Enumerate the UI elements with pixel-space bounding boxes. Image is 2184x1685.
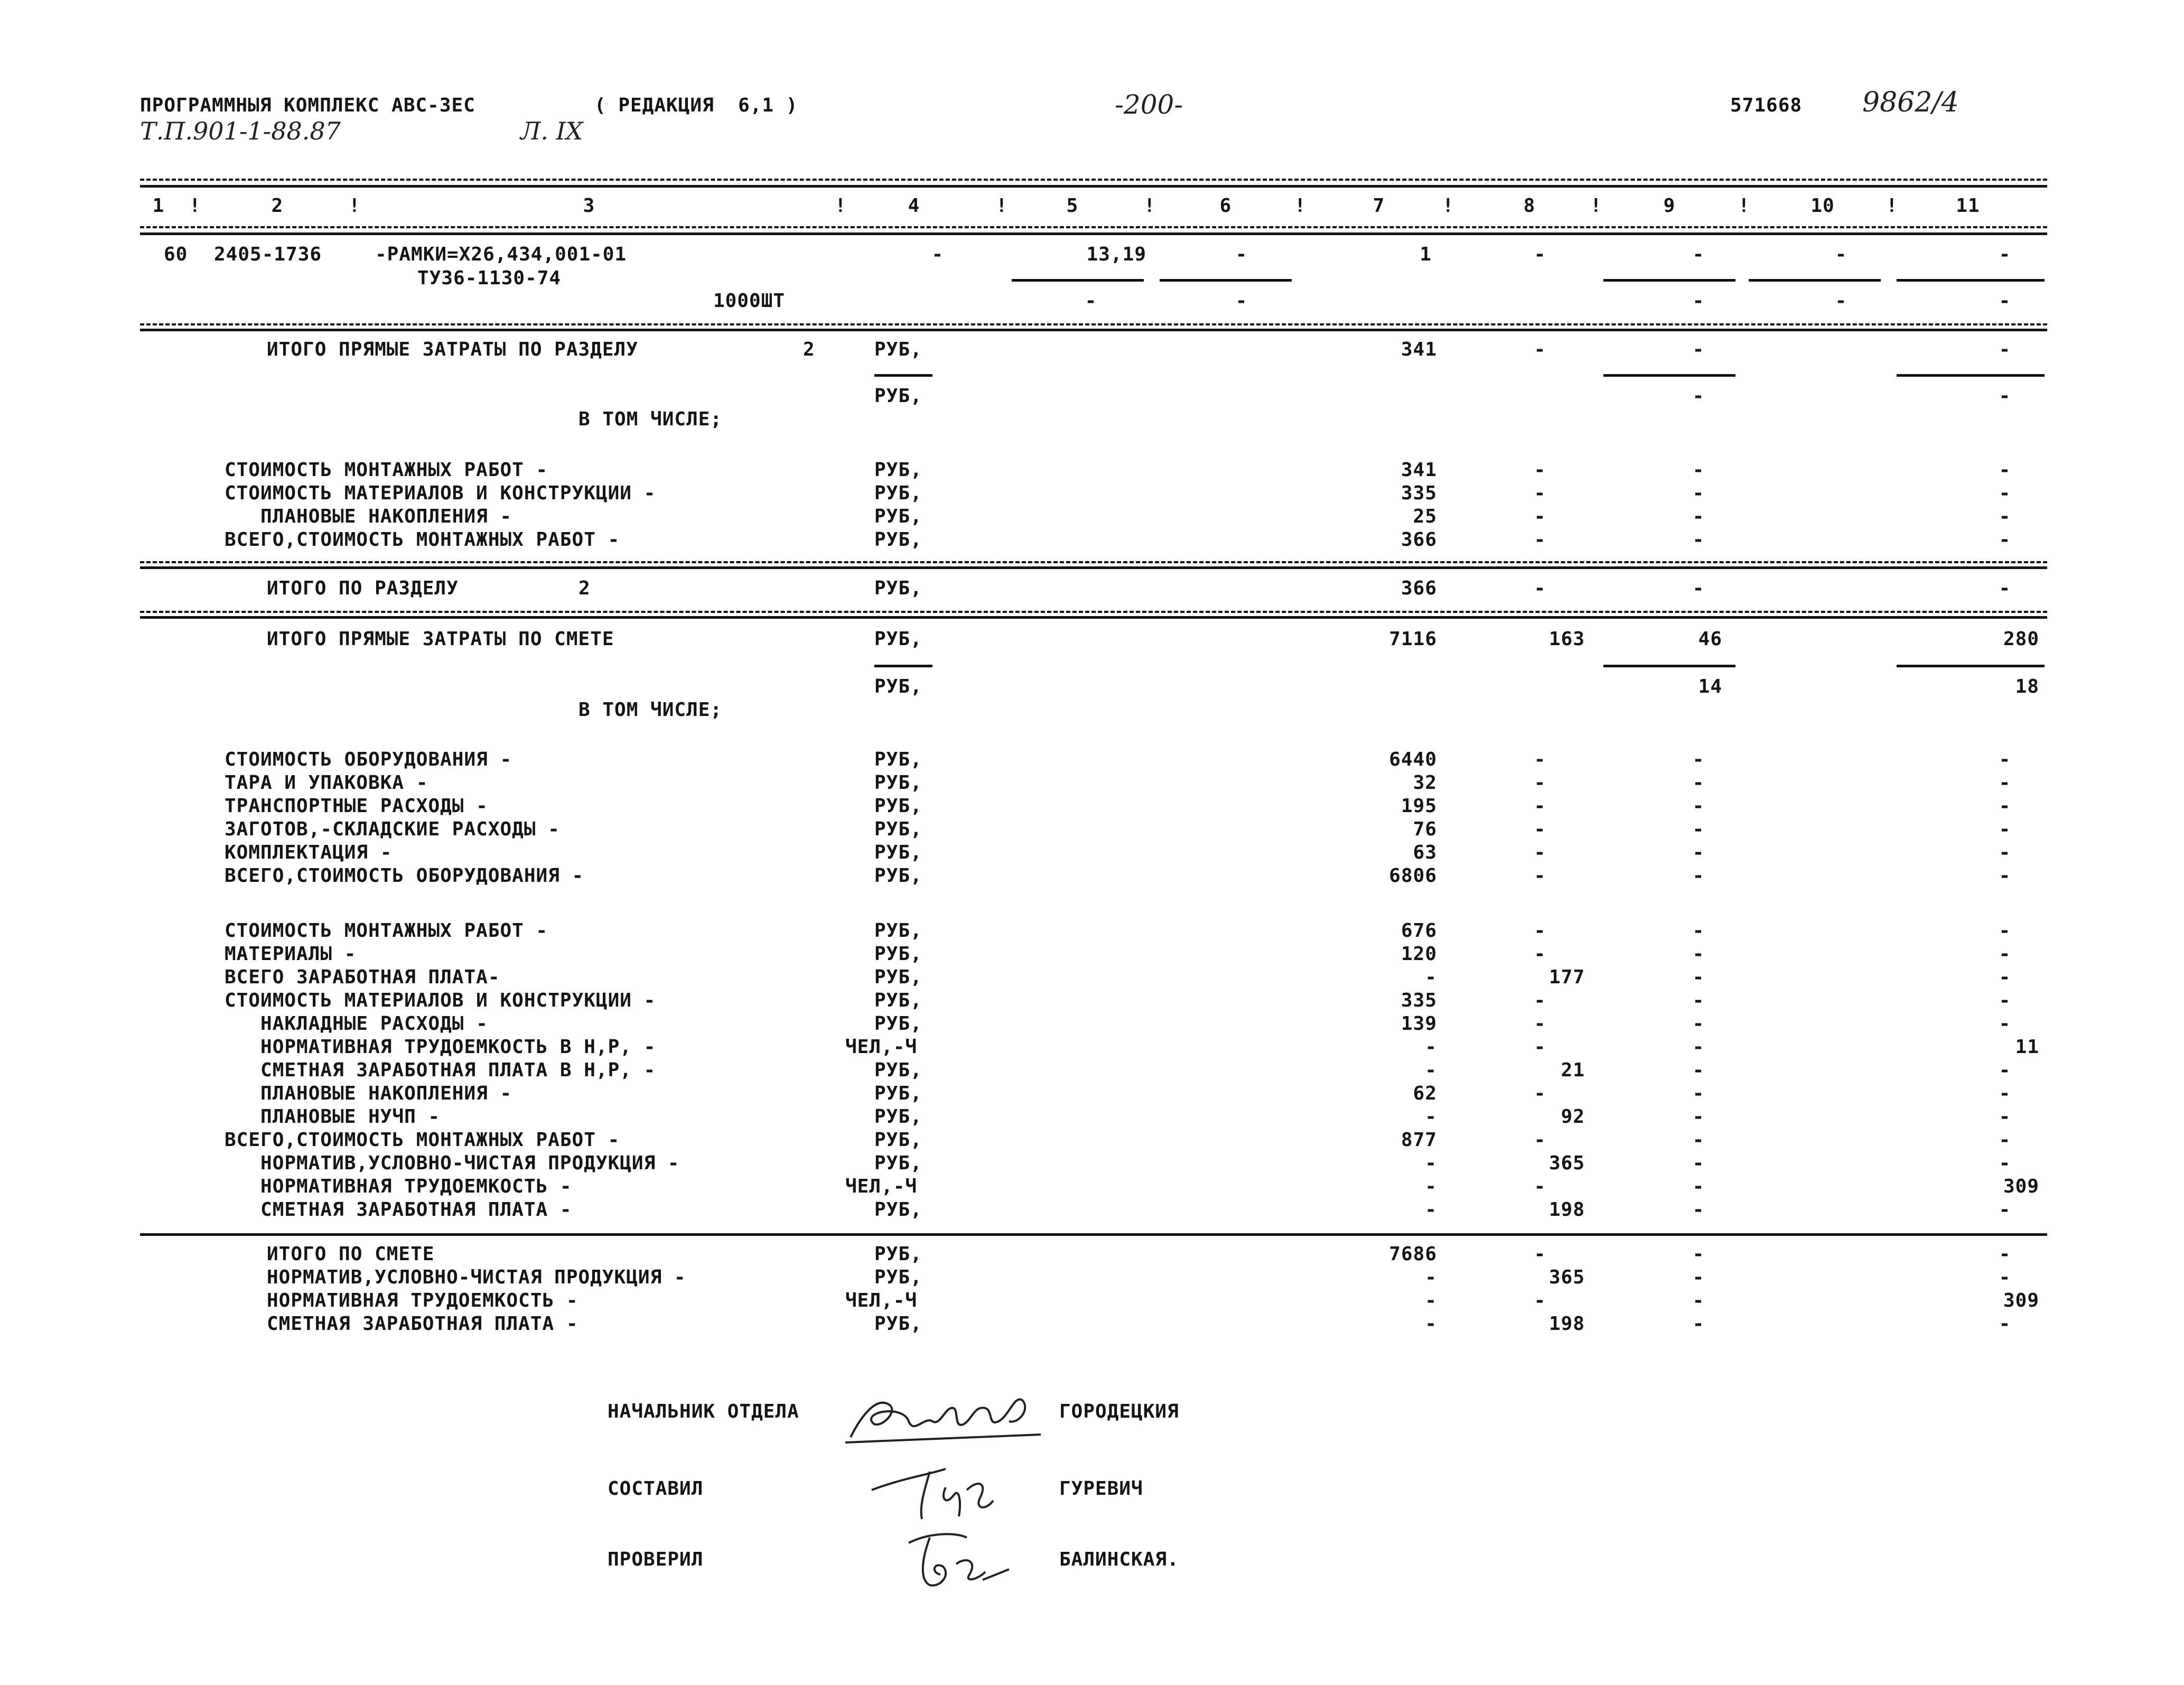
row-c9: - xyxy=(1692,842,1705,863)
row-c8: - xyxy=(1534,482,1546,504)
row-c9: - xyxy=(1692,1267,1705,1288)
row-label: СМЕТНАЯ ЗАРАБОТНАЯ ПЛАТА - xyxy=(267,1313,578,1335)
row-c8: - xyxy=(1534,749,1546,770)
document-number: 9862/4 xyxy=(1862,87,1959,118)
row-c9: - xyxy=(1692,1176,1705,1197)
header-bottom-line xyxy=(140,232,2047,235)
row-c9: - xyxy=(1692,966,1705,988)
row-unit: РУБ, xyxy=(874,795,922,817)
row-c9: - xyxy=(1692,772,1705,794)
row-c7: 335 xyxy=(1401,482,1437,504)
column-separator: ! xyxy=(1590,195,1602,217)
column-separator: ! xyxy=(1442,195,1454,217)
row-label: НОРМАТИВ,УСЛОВНО-ЧИСТАЯ ПРОДУКЦИЯ - xyxy=(267,1267,686,1288)
row-unit: РУБ, xyxy=(874,865,922,887)
item-col11: - xyxy=(1999,244,2011,265)
row-c8: - xyxy=(1534,1243,1546,1265)
row-c7: 877 xyxy=(1401,1129,1437,1151)
column-number: 3 xyxy=(583,195,595,217)
row-unit: РУБ, xyxy=(874,1013,922,1035)
column-number: 5 xyxy=(1066,195,1079,217)
row-c9: - xyxy=(1692,1036,1705,1058)
column-number: 1 xyxy=(152,195,165,217)
row-c8: - xyxy=(1534,795,1546,817)
row-c11: 309 xyxy=(2003,1176,2039,1197)
estimate-direct-c9: 46 xyxy=(1698,628,1722,650)
row-c9: - xyxy=(1692,529,1705,551)
item-col4: - xyxy=(931,244,944,265)
row-label: ВСЕГО,СТОИМОСТЬ МОНТАЖНЫХ РАБОТ - xyxy=(225,1129,620,1151)
item-col5b: - xyxy=(1085,290,1097,312)
row-c8: - xyxy=(1534,529,1546,551)
row-c11: - xyxy=(1999,772,2011,794)
section-direct-unit2: РУБ, xyxy=(874,385,922,407)
row-label: СМЕТНАЯ ЗАРАБОТНАЯ ПЛАТА - xyxy=(225,1199,572,1221)
section-line xyxy=(140,329,2047,331)
section-total-c11: - xyxy=(1999,578,2011,599)
item-col8: - xyxy=(1534,244,1546,265)
row-c8: - xyxy=(1534,506,1546,527)
row-c9: - xyxy=(1692,1129,1705,1151)
item-col11b: - xyxy=(1999,290,2011,312)
item-spec: ТУ36-1130-74 xyxy=(417,267,562,289)
row-c7: 139 xyxy=(1401,1013,1437,1035)
section-direct-c11b: - xyxy=(1999,385,2011,407)
estimate-direct-c9b: 14 xyxy=(1698,676,1722,697)
underline xyxy=(1160,279,1292,282)
row-c11: - xyxy=(1999,1106,2011,1128)
header-bottom-rule xyxy=(140,226,2047,228)
row-c11: - xyxy=(1999,1199,2011,1221)
row-unit: РУБ, xyxy=(874,943,922,965)
row-label: НОРМАТИВНАЯ ТРУДОЕМКОСТЬ - xyxy=(225,1176,572,1197)
column-separator: ! xyxy=(835,195,847,217)
section-total-label: ИТОГО ПО РАЗДЕЛУ xyxy=(267,578,459,599)
row-c9: - xyxy=(1692,1243,1705,1265)
column-separator: ! xyxy=(1886,195,1898,217)
row-c8: - xyxy=(1534,990,1546,1011)
signature-role: НАЧАЛЬНИК ОТДЕЛА xyxy=(608,1401,799,1422)
item-col6b: - xyxy=(1235,290,1248,312)
underline xyxy=(1603,374,1735,377)
row-unit: РУБ, xyxy=(874,506,922,527)
row-c11: 11 xyxy=(2015,1036,2039,1058)
row-c8: - xyxy=(1534,1036,1546,1058)
row-c8: - xyxy=(1534,1013,1546,1035)
row-c9: - xyxy=(1692,943,1705,965)
row-c11: - xyxy=(1999,920,2011,942)
page-number: -200- xyxy=(1115,89,1183,120)
row-unit: РУБ, xyxy=(874,482,922,504)
row-c8: - xyxy=(1534,818,1546,840)
row-label: ПЛАНОВЫЕ НУЧП - xyxy=(225,1106,441,1128)
row-label: СТОИМОСТЬ МАТЕРИАЛОВ И КОНСТРУКЦИИ - xyxy=(225,990,656,1011)
row-label: СТОИМОСТЬ МОНТАЖНЫХ РАБОТ - xyxy=(225,920,548,942)
column-number: 7 xyxy=(1373,195,1385,217)
row-c7: 25 xyxy=(1413,506,1437,527)
section-line xyxy=(140,1233,2047,1236)
row-c11: - xyxy=(1999,943,2011,965)
rule xyxy=(140,611,2047,613)
column-separator: ! xyxy=(996,195,1008,217)
estimate-code: 571668 xyxy=(1730,95,1803,116)
row-c7: 335 xyxy=(1401,990,1437,1011)
row-label: ПЛАНОВЫЕ НАКОПЛЕНИЯ - xyxy=(225,506,512,527)
row-c11: - xyxy=(1999,818,2011,840)
row-c11: - xyxy=(1999,506,2011,527)
row-c11: - xyxy=(1999,865,2011,887)
row-c8: - xyxy=(1534,1176,1546,1197)
row-unit: РУБ, xyxy=(874,1199,922,1221)
row-unit: РУБ, xyxy=(874,1083,922,1104)
row-unit: РУБ, xyxy=(874,920,922,942)
row-label: НОРМАТИВНАЯ ТРУДОЕМКОСТЬ В Н,Р, - xyxy=(225,1036,656,1058)
row-c9: - xyxy=(1692,459,1705,481)
section-total-number: 2 xyxy=(578,578,591,599)
section-direct-label: ИТОГО ПРЯМЫЕ ЗАТРАТЫ ПО РАЗДЕЛУ xyxy=(267,339,638,360)
signature-mark xyxy=(866,1458,1004,1527)
row-c11: - xyxy=(1999,749,2011,770)
row-c8: 92 xyxy=(1561,1106,1585,1128)
row-c7: - xyxy=(1425,1059,1437,1081)
item-col9b: - xyxy=(1692,290,1705,312)
row-c9: - xyxy=(1692,1152,1705,1174)
row-c11: - xyxy=(1999,795,2011,817)
underline xyxy=(1897,279,2045,282)
row-unit: РУБ, xyxy=(874,772,922,794)
row-c7: 7686 xyxy=(1389,1243,1437,1265)
estimate-direct-c11: 280 xyxy=(2003,628,2039,650)
row-c9: - xyxy=(1692,1013,1705,1035)
column-number: 8 xyxy=(1523,195,1536,217)
estimate-including-label: В ТОМ ЧИСЛЕ; xyxy=(578,699,723,721)
row-unit: РУБ, xyxy=(874,966,922,988)
estimate-direct-c11b: 18 xyxy=(2015,676,2039,697)
row-unit: РУБ, xyxy=(874,1059,922,1081)
row-c9: - xyxy=(1692,1199,1705,1221)
row-c7: - xyxy=(1425,1152,1437,1174)
row-label: СТОИМОСТЬ ОБОРУДОВАНИЯ - xyxy=(225,749,512,770)
row-unit: РУБ, xyxy=(874,1313,922,1335)
row-c9: - xyxy=(1692,1106,1705,1128)
row-c8: 198 xyxy=(1548,1313,1585,1335)
row-c9: - xyxy=(1692,1290,1705,1311)
row-c7: - xyxy=(1425,966,1437,988)
row-c9: - xyxy=(1692,795,1705,817)
row-c8: - xyxy=(1534,1290,1546,1311)
underline xyxy=(1603,665,1735,667)
row-c9: - xyxy=(1692,865,1705,887)
row-unit: РУБ, xyxy=(874,842,922,863)
underline xyxy=(1749,279,1881,282)
item-unit: 1000ШТ xyxy=(713,290,786,312)
signature-mark xyxy=(840,1384,1046,1448)
row-c7: 62 xyxy=(1413,1083,1437,1104)
row-c7: 6440 xyxy=(1389,749,1437,770)
row-c8: - xyxy=(1534,842,1546,863)
row-label: МАТЕРИАЛЫ - xyxy=(225,943,357,965)
row-c11: - xyxy=(1999,1267,2011,1288)
row-c7: 63 xyxy=(1413,842,1437,863)
section-line xyxy=(140,566,2047,569)
row-c11: 309 xyxy=(2003,1290,2039,1311)
row-unit: ЧЕЛ,-Ч xyxy=(845,1290,918,1311)
row-c8: 177 xyxy=(1548,966,1585,988)
column-number: 2 xyxy=(271,195,284,217)
row-unit: РУБ, xyxy=(874,818,922,840)
row-label: ВСЕГО ЗАРАБОТНАЯ ПЛАТА- xyxy=(225,966,500,988)
row-c7: - xyxy=(1425,1267,1437,1288)
section-line xyxy=(140,616,2047,619)
column-number: 11 xyxy=(1956,195,1980,217)
row-label: НОРМАТИВ,УСЛОВНО-ЧИСТАЯ ПРОДУКЦИЯ - xyxy=(225,1152,680,1174)
rule xyxy=(140,561,2047,563)
underline xyxy=(1897,665,2045,667)
row-c8: 365 xyxy=(1548,1152,1585,1174)
row-c7: 32 xyxy=(1413,772,1437,794)
row-c7: 366 xyxy=(1401,529,1437,551)
item-number: 60 xyxy=(164,244,188,265)
row-c8: - xyxy=(1534,1129,1546,1151)
item-col10: - xyxy=(1835,244,1847,265)
volume-number: Л. IX xyxy=(520,117,583,145)
row-c11: - xyxy=(1999,1013,2011,1035)
row-c11: - xyxy=(1999,966,2011,988)
item-col10b: - xyxy=(1835,290,1847,312)
row-c8: - xyxy=(1534,943,1546,965)
project-number: Т.П.901-1-88.87 xyxy=(140,117,341,145)
row-unit: ЧЕЛ,-Ч xyxy=(845,1176,918,1197)
row-unit: РУБ, xyxy=(874,990,922,1011)
row-c11: - xyxy=(1999,1313,2011,1335)
row-c11: - xyxy=(1999,529,2011,551)
estimate-direct-unit2: РУБ, xyxy=(874,676,922,697)
program-title: ПРОГРАММНЫЯ КОМПЛЕКС АВС-ЗЕС xyxy=(140,95,475,116)
underline xyxy=(874,374,932,377)
row-label: ТРАНСПОРТНЫЕ РАСХОДЫ - xyxy=(225,795,488,817)
row-c8: 198 xyxy=(1548,1199,1585,1221)
header-top-rule xyxy=(140,179,2047,181)
row-c11: - xyxy=(1999,482,2011,504)
row-c11: - xyxy=(1999,990,2011,1011)
row-label: СМЕТНАЯ ЗАРАБОТНАЯ ПЛАТА В Н,Р, - xyxy=(225,1059,656,1081)
signature-role: СОСТАВИЛ xyxy=(608,1478,704,1500)
row-unit: РУБ, xyxy=(874,529,922,551)
row-label: НАКЛАДНЫЕ РАСХОДЫ - xyxy=(225,1013,488,1035)
row-c7: 341 xyxy=(1401,459,1437,481)
section-direct-c7: 341 xyxy=(1401,339,1437,360)
signature-mark xyxy=(898,1527,1014,1596)
underline xyxy=(874,665,932,667)
row-unit: РУБ, xyxy=(874,1267,922,1288)
row-label: ИТОГО ПО СМЕТЕ xyxy=(267,1243,435,1265)
row-c7: - xyxy=(1425,1036,1437,1058)
estimate-direct-c7: 7116 xyxy=(1389,628,1437,650)
row-c9: - xyxy=(1692,818,1705,840)
row-c11: - xyxy=(1999,842,2011,863)
row-c7: 6806 xyxy=(1389,865,1437,887)
row-c7: - xyxy=(1425,1290,1437,1311)
section-direct-c8: - xyxy=(1534,339,1546,360)
column-separator: ! xyxy=(1144,195,1156,217)
row-c9: - xyxy=(1692,990,1705,1011)
row-unit: РУБ, xyxy=(874,749,922,770)
header-top-line xyxy=(140,185,2047,188)
row-unit: РУБ, xyxy=(874,1129,922,1151)
row-c9: - xyxy=(1692,1059,1705,1081)
row-unit: РУБ, xyxy=(874,1243,922,1265)
column-separator: ! xyxy=(1738,195,1750,217)
row-c7: - xyxy=(1425,1176,1437,1197)
column-separator: ! xyxy=(349,195,361,217)
row-c11: - xyxy=(1999,1059,2011,1081)
section-including-label: В ТОМ ЧИСЛЕ; xyxy=(578,408,723,430)
row-c8: 21 xyxy=(1561,1059,1585,1081)
row-label: ТАРА И УПАКОВКА - xyxy=(225,772,428,794)
item-col5: 13,19 xyxy=(1086,244,1146,265)
signature-name: БАЛИНСКАЯ. xyxy=(1059,1549,1179,1570)
item-col9: - xyxy=(1692,244,1705,265)
column-number: 4 xyxy=(908,195,920,217)
estimate-direct-c8: 163 xyxy=(1548,628,1585,650)
estimate-direct-unit: РУБ, xyxy=(874,628,922,650)
section-direct-c11: - xyxy=(1999,339,2011,360)
edition-label: ( РЕДАКЦИЯ 6,1 ) xyxy=(594,95,798,116)
section-direct-c9: - xyxy=(1692,339,1705,360)
row-c8: - xyxy=(1534,772,1546,794)
underline xyxy=(1012,279,1144,282)
row-label: ВСЕГО,СТОИМОСТЬ ОБОРУДОВАНИЯ - xyxy=(225,865,584,887)
row-c7: - xyxy=(1425,1199,1437,1221)
rule xyxy=(140,323,2047,325)
row-label: КОМПЛЕКТАЦИЯ - xyxy=(225,842,393,863)
row-c11: - xyxy=(1999,1152,2011,1174)
row-c9: - xyxy=(1692,749,1705,770)
row-c7: - xyxy=(1425,1313,1437,1335)
row-label: СТОИМОСТЬ МАТЕРИАЛОВ И КОНСТРУКЦИИ - xyxy=(225,482,656,504)
row-c11: - xyxy=(1999,459,2011,481)
section-total-unit: РУБ, xyxy=(874,578,922,599)
row-c7: 195 xyxy=(1401,795,1437,817)
row-label: НОРМАТИВНАЯ ТРУДОЕМКОСТЬ - xyxy=(267,1290,578,1311)
item-col7: 1 xyxy=(1420,244,1432,265)
row-c11: - xyxy=(1999,1083,2011,1104)
item-col6: - xyxy=(1235,244,1248,265)
underline xyxy=(1603,279,1735,282)
section-total-c9: - xyxy=(1692,578,1705,599)
section-direct-c9b: - xyxy=(1692,385,1705,407)
row-c8: - xyxy=(1534,865,1546,887)
row-c7: 76 xyxy=(1413,818,1437,840)
row-label: СТОИМОСТЬ МОНТАЖНЫХ РАБОТ - xyxy=(225,459,548,481)
row-c7: 676 xyxy=(1401,920,1437,942)
row-c9: - xyxy=(1692,1313,1705,1335)
row-c8: - xyxy=(1534,920,1546,942)
row-c8: - xyxy=(1534,1083,1546,1104)
row-unit: РУБ, xyxy=(874,1106,922,1128)
row-unit: ЧЕЛ,-Ч xyxy=(845,1036,918,1058)
column-number: 9 xyxy=(1663,195,1676,217)
section-total-c8: - xyxy=(1534,578,1546,599)
column-number: 6 xyxy=(1219,195,1232,217)
estimate-direct-label: ИТОГО ПРЯМЫЕ ЗАТРАТЫ ПО СМЕТЕ xyxy=(267,628,614,650)
underline xyxy=(1897,374,2045,377)
row-c8: 365 xyxy=(1548,1267,1585,1288)
row-c8: - xyxy=(1534,459,1546,481)
section-direct-number: 2 xyxy=(803,339,815,360)
row-label: ВСЕГО,СТОИМОСТЬ МОНТАЖНЫХ РАБОТ - xyxy=(225,529,620,551)
row-label: ЗАГОТОВ,-СКЛАДСКИЕ РАСХОДЫ - xyxy=(225,818,560,840)
section-total-c7: 366 xyxy=(1401,578,1437,599)
row-c9: - xyxy=(1692,1083,1705,1104)
row-c9: - xyxy=(1692,920,1705,942)
column-number: 10 xyxy=(1810,195,1835,217)
item-code: 2405-1736 xyxy=(214,244,322,265)
row-unit: РУБ, xyxy=(874,1152,922,1174)
column-separator: ! xyxy=(189,195,201,217)
row-c7: - xyxy=(1425,1106,1437,1128)
row-c9: - xyxy=(1692,482,1705,504)
row-c9: - xyxy=(1692,506,1705,527)
section-direct-unit: РУБ, xyxy=(874,339,922,360)
signature-role: ПРОВЕРИЛ xyxy=(608,1549,704,1570)
row-c11: - xyxy=(1999,1129,2011,1151)
signature-name: ГУРЕВИЧ xyxy=(1059,1478,1143,1500)
row-c11: - xyxy=(1999,1243,2011,1265)
row-c7: 120 xyxy=(1401,943,1437,965)
signature-name: ГОРОДЕЦКИЯ xyxy=(1059,1401,1179,1422)
row-label: ПЛАНОВЫЕ НАКОПЛЕНИЯ - xyxy=(225,1083,512,1104)
item-name: -РАМКИ=Х26,434,001-01 xyxy=(375,244,627,265)
row-unit: РУБ, xyxy=(874,459,922,481)
column-separator: ! xyxy=(1294,195,1306,217)
